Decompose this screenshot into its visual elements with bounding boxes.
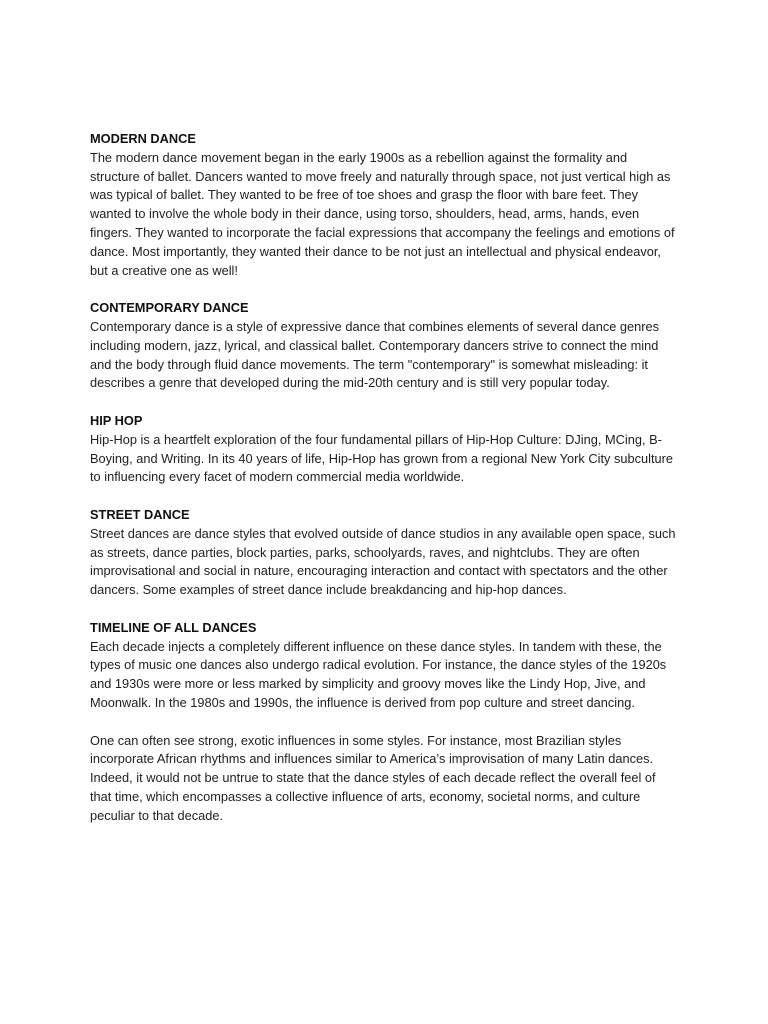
section-heading: CONTEMPORARY DANCE (90, 300, 249, 316)
document-page (90, 130, 680, 844)
section-heading: HIP HOP (90, 412, 143, 428)
section-paragraph: Hip-Hop is a heartfelt exploration of the four fundamental pillars of Hip-Hop Culture: DJing, MCing, B-Boying, and Writing. In its 40 years of life, Hip-Hop has grown from a regional New York City subculture to influencing every facet of modern commercial media worldwide. (90, 431, 674, 485)
section-paragraph: Each decade injects a completely different influence on these dance styles. In tandem with these, the types of music one dances also undergo radical evolution. For instance, the dance styles of the 1920s and 1930s were more or less marked by simplicity and groovy moves like the Lindy Hop, Jive, and Moonwalk. In the 1980s and 1990s, the influence is derived from pop culture and street dancing. (90, 638, 667, 710)
section-heading: STREET DANCE (90, 506, 190, 522)
section-contemporary-dance (90, 299, 680, 393)
section-street-dance (90, 506, 680, 600)
section-modern-dance (90, 130, 680, 280)
section-timeline (90, 619, 680, 826)
section-paragraph: Contemporary dance is a style of expressive dance that combines elements of several dance genres including modern, jazz, lyrical, and classical ballet. Contemporary dancers strive to connect the mind and the body through fluid dance movements. The term "contemporary" is somewhat misleading: it describes a genre that developed during the mid-20th century and is still very popular today. (90, 318, 660, 391)
section-paragraph: The modern dance movement began in the early 1900s as a rebellion against the formality and structure of ballet. Dancers wanted to move freely and naturally through space, not just vertical high as was typical of ballet. They wanted to be free of toe shoes and grasp the floor with bare feet. They wanted to involve the whole body in their dance, using torso, shoulders, head, arms, hands, even fingers. They wanted to incorporate the facial expressions that accompany the feelings and emotions of dance. Most importantly, they wanted their dance to be not just an intellectual and physical endeavor, but a creative one as well! (90, 149, 675, 278)
section-hip-hop (90, 412, 680, 487)
section-heading: TIMELINE OF ALL DANCES (90, 619, 257, 635)
section-paragraph: One can often see strong, exotic influences in some styles. For instance, most Brazilian styles incorporate African rhythms and influences similar to America’s improvisation of many Latin dances. Indeed, it would not be untrue to state that the dance styles of each decade reflect the overall feel of that time, which encompasses a collective influence of arts, economy, societal norms, and culture peculiar to that decade. (90, 732, 656, 823)
section-paragraph: Street dances are dance styles that evolved outside of dance studios in any available open space, such as streets, dance parties, block parties, parks, schoolyards, raves, and nightclubs. They are often improvisational and social in nature, encouraging interaction and contact with spectators and the other dancers. Some examples of street dance include breakdancing and hip-hop dances. (90, 525, 676, 598)
section-heading: MODERN DANCE (90, 131, 196, 146)
